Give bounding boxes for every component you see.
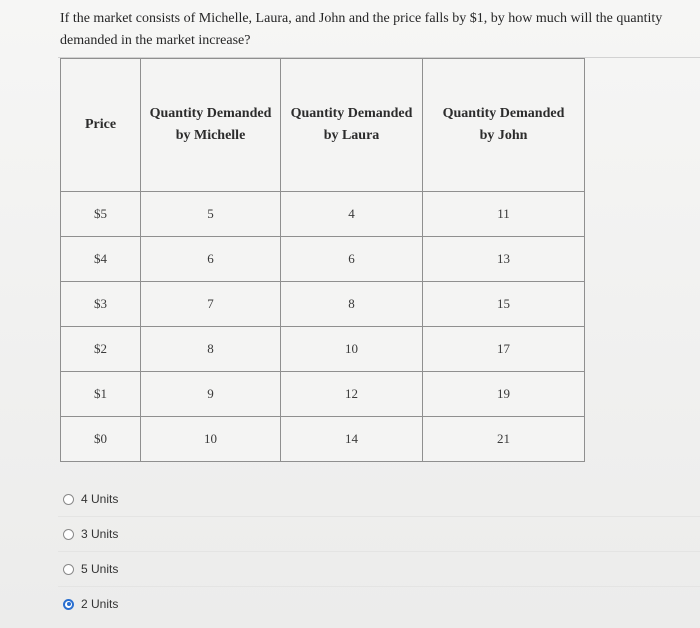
header-label: by John <box>479 128 528 143</box>
header-label: Quantity Demanded <box>290 106 413 121</box>
michelle-cell: 5 <box>141 192 281 237</box>
price-cell: $5 <box>61 192 141 237</box>
header-label: Quantity Demanded <box>442 106 565 121</box>
michelle-cell: 7 <box>141 282 281 327</box>
answer-options <box>58 482 700 621</box>
header-label: Price <box>84 117 117 132</box>
price-cell: $4 <box>61 237 141 282</box>
john-cell: 13 <box>423 237 585 282</box>
laura-cell: 4 <box>281 192 423 237</box>
table-row <box>61 282 585 327</box>
answer-option[interactable] <box>58 552 700 587</box>
price-cell: $3 <box>61 282 141 327</box>
radio-button[interactable] <box>63 599 74 610</box>
michelle-cell: 6 <box>141 237 281 282</box>
header-john <box>423 59 585 192</box>
radio-button[interactable] <box>63 494 74 505</box>
price-cell: $0 <box>61 417 141 462</box>
table-row <box>61 327 585 372</box>
michelle-cell: 10 <box>141 417 281 462</box>
john-cell: 17 <box>423 327 585 372</box>
table-header-row <box>61 59 585 192</box>
header-label: Quantity Demanded <box>149 106 272 121</box>
answer-option[interactable] <box>58 482 700 517</box>
header-laura <box>281 59 423 192</box>
price-cell: $2 <box>61 327 141 372</box>
michelle-cell: 9 <box>141 372 281 417</box>
option-label[interactable]: 2 Units <box>81 597 119 611</box>
table-row <box>61 237 585 282</box>
laura-cell: 12 <box>281 372 423 417</box>
john-cell: 19 <box>423 372 585 417</box>
header-michelle <box>141 59 281 192</box>
radio-button[interactable] <box>63 564 74 575</box>
header-price <box>61 59 141 192</box>
radio-button[interactable] <box>63 529 74 540</box>
michelle-cell: 8 <box>141 327 281 372</box>
option-label[interactable]: 3 Units <box>81 527 119 541</box>
table-row <box>61 417 585 462</box>
laura-cell: 14 <box>281 417 423 462</box>
header-label: by Michelle <box>175 128 246 143</box>
table-row <box>61 372 585 417</box>
answer-option[interactable] <box>58 587 700 621</box>
answer-option[interactable] <box>58 517 700 552</box>
header-label: by Laura <box>323 128 380 143</box>
john-cell: 11 <box>423 192 585 237</box>
demand-table <box>60 58 585 462</box>
laura-cell: 6 <box>281 237 423 282</box>
option-label[interactable]: 4 Units <box>81 492 119 506</box>
option-label[interactable]: 5 Units <box>81 562 119 576</box>
price-cell: $1 <box>61 372 141 417</box>
question-text: If the market consists of Michelle, Laura, and John and the price falls by $1, by how much will the quantity demanded in the market increase? <box>60 11 663 48</box>
table-row <box>61 192 585 237</box>
john-cell: 21 <box>423 417 585 462</box>
laura-cell: 10 <box>281 327 423 372</box>
john-cell: 15 <box>423 282 585 327</box>
laura-cell: 8 <box>281 282 423 327</box>
